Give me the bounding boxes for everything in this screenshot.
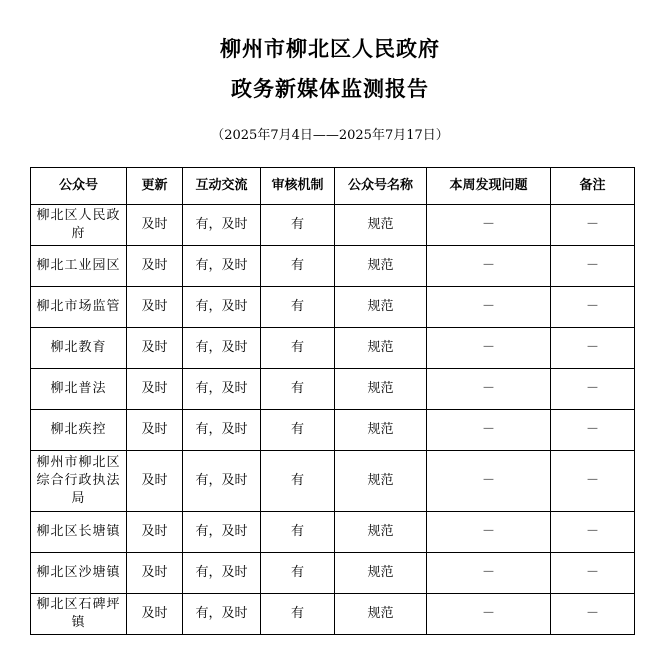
- cell-update: 及时: [127, 594, 183, 635]
- cell-notes: －: [551, 594, 635, 635]
- cell-update: 及时: [127, 512, 183, 553]
- cell-notes: －: [551, 369, 635, 410]
- cell-review: 有: [261, 287, 335, 328]
- cell-issues: －: [427, 410, 551, 451]
- cell-issues: －: [427, 451, 551, 512]
- cell-issues: －: [427, 512, 551, 553]
- cell-account-name: 规范: [335, 410, 427, 451]
- cell-account-name: 规范: [335, 328, 427, 369]
- header-account-name: 公众号名称: [335, 168, 427, 205]
- cell-review: 有: [261, 451, 335, 512]
- cell-account-name: 规范: [335, 287, 427, 328]
- cell-notes: －: [551, 553, 635, 594]
- cell-account: 柳北区石碑坪镇: [31, 594, 127, 635]
- cell-review: 有: [261, 553, 335, 594]
- cell-account-name: 规范: [335, 553, 427, 594]
- cell-issues: －: [427, 287, 551, 328]
- table-row: [31, 410, 635, 451]
- cell-issues: －: [427, 594, 551, 635]
- cell-interaction: 有，及时: [183, 553, 261, 594]
- cell-account: 柳北区长塘镇: [31, 512, 127, 553]
- cell-account: 柳北市场监管: [31, 287, 127, 328]
- table-row: [31, 512, 635, 553]
- cell-notes: －: [551, 328, 635, 369]
- header-interaction: 互动交流: [183, 168, 261, 205]
- table-row: [31, 594, 635, 635]
- report-date-range: （2025年7月4日——2025年7月17日）: [211, 128, 449, 143]
- cell-update: 及时: [127, 369, 183, 410]
- cell-update: 及时: [127, 553, 183, 594]
- cell-account: 柳北疾控: [31, 410, 127, 451]
- cell-interaction: 有，及时: [183, 410, 261, 451]
- monitoring-table: [30, 167, 635, 635]
- cell-account: 柳北教育: [31, 328, 127, 369]
- cell-notes: －: [551, 451, 635, 512]
- cell-account-name: 规范: [335, 512, 427, 553]
- cell-notes: －: [551, 287, 635, 328]
- cell-review: 有: [261, 594, 335, 635]
- cell-update: 及时: [127, 410, 183, 451]
- cell-interaction: 有，及时: [183, 594, 261, 635]
- cell-update: 及时: [127, 205, 183, 246]
- cell-account-name: 规范: [335, 594, 427, 635]
- table-row: [31, 451, 635, 512]
- cell-review: 有: [261, 369, 335, 410]
- cell-notes: －: [551, 410, 635, 451]
- header-update: 更新: [127, 168, 183, 205]
- cell-update: 及时: [127, 451, 183, 512]
- table-row: [31, 246, 635, 287]
- cell-interaction: 有，及时: [183, 369, 261, 410]
- table-row: [31, 205, 635, 246]
- cell-issues: －: [427, 328, 551, 369]
- report-title-line2: 政务新媒体监测报告: [231, 76, 429, 101]
- table-row: [31, 369, 635, 410]
- cell-account-name: 规范: [335, 246, 427, 287]
- cell-interaction: 有，及时: [183, 328, 261, 369]
- table-row: [31, 328, 635, 369]
- cell-notes: －: [551, 205, 635, 246]
- cell-issues: －: [427, 246, 551, 287]
- table-row: [31, 553, 635, 594]
- cell-notes: －: [551, 512, 635, 553]
- cell-interaction: 有，及时: [183, 246, 261, 287]
- cell-account: 柳北工业园区: [31, 246, 127, 287]
- cell-interaction: 有，及时: [183, 512, 261, 553]
- header-issues: 本周发现问题: [427, 168, 551, 205]
- table-row: [31, 287, 635, 328]
- cell-review: 有: [261, 328, 335, 369]
- cell-account: 柳北区人民政府: [31, 205, 127, 246]
- cell-account-name: 规范: [335, 205, 427, 246]
- table-header-row: [31, 168, 635, 205]
- cell-account-name: 规范: [335, 369, 427, 410]
- header-account: 公众号: [31, 168, 127, 205]
- cell-interaction: 有，及时: [183, 287, 261, 328]
- cell-update: 及时: [127, 246, 183, 287]
- cell-issues: －: [427, 205, 551, 246]
- cell-issues: －: [427, 553, 551, 594]
- cell-update: 及时: [127, 287, 183, 328]
- cell-review: 有: [261, 512, 335, 553]
- header-review: 审核机制: [261, 168, 335, 205]
- cell-review: 有: [261, 205, 335, 246]
- cell-account: 柳州市柳北区综合行政执法局: [31, 451, 127, 512]
- cell-review: 有: [261, 246, 335, 287]
- cell-interaction: 有，及时: [183, 451, 261, 512]
- cell-account-name: 规范: [335, 451, 427, 512]
- cell-update: 及时: [127, 328, 183, 369]
- cell-issues: －: [427, 369, 551, 410]
- cell-account: 柳北区沙塘镇: [31, 553, 127, 594]
- cell-account: 柳北普法: [31, 369, 127, 410]
- cell-review: 有: [261, 410, 335, 451]
- cell-interaction: 有，及时: [183, 205, 261, 246]
- report-title-line1: 柳州市柳北区人民政府: [220, 36, 440, 61]
- cell-notes: －: [551, 246, 635, 287]
- header-notes: 备注: [551, 168, 635, 205]
